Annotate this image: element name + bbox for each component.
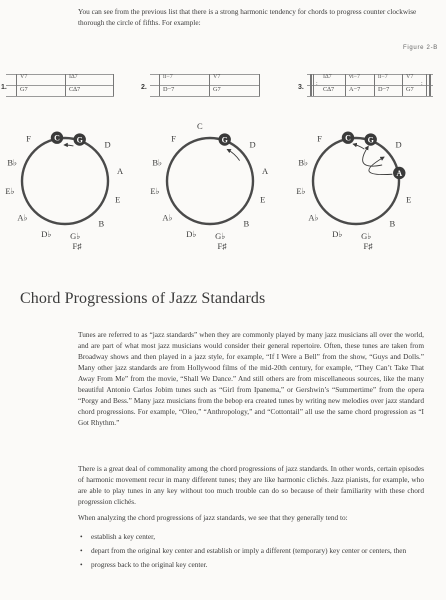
note-label: E♭ [5,186,15,197]
roman-numeral: ii−7 [378,74,388,80]
chord-staff-3 [298,74,433,96]
note-label: A [116,165,124,176]
circle-outline [167,135,253,224]
roman-numeral: V7 [213,74,221,80]
section-heading: Chord Progressions of Jazz Standards [20,290,266,307]
note-label: G [367,135,374,145]
note-label: F [317,133,322,144]
note-label: A [396,168,403,178]
chord-symbol: D−7 [163,86,175,93]
example-number: 3. [298,84,304,91]
chord-symbol: C∆7 [69,86,81,93]
note-label: E♭ [296,186,306,197]
note-label: D♭ [186,228,197,239]
note-label: D♭ [332,228,343,239]
note-label: G [76,135,83,145]
note-label: A♭ [308,212,319,223]
note-label: E♭ [150,186,160,197]
note-label: B♭ [7,157,18,168]
note-label-enharmonic: F♯ [72,240,82,251]
note-label: F [171,133,176,144]
note-label: F [26,133,31,144]
bullet-item: • progress back to the original key center. [78,559,424,570]
bullet-item: • establish a key center, [78,531,424,542]
progression-arrow [227,149,239,160]
bullet-item: • depart from the original key center and establish or imply a different (temporary) key center or centers, then [78,545,424,556]
note-label: C [345,133,351,143]
intro-paragraph: You can see from the previous list that there is a strong harmonic tendency for chords to progress counter clockwise thorough the circle of fifths. For example: [78,7,417,27]
note-label: C [54,133,60,143]
note-label: D [104,139,111,150]
note-label: D♭ [41,228,52,239]
note-label: B [243,218,250,229]
chord-symbol: G7 [20,86,28,93]
roman-numeral: vi−7 [349,74,361,80]
chord-symbol: G7 [213,86,221,93]
chord-symbol: G7 [406,86,414,93]
body-paragraph: When analyzing the chord progressions of jazz standards, we see that they generally tend to: [78,513,348,522]
chord-symbol: D−7 [378,86,390,93]
note-label: A [261,165,269,176]
circle-diagram-3 [296,132,411,251]
roman-numeral: I∆7 [323,74,332,80]
note-label: B [98,218,105,229]
note-label: G [221,135,228,145]
note-label: A♭ [162,212,173,223]
circle-diagram-2 [150,121,269,251]
body-paragraph: Tunes are referred to as “jazz standards” when they are commonly played by many jazz musicians all over the world, and are part of what most jazz musicians would consider their general repertoire. Often, these tunes are taken from Broadway shows and then played in a jazz style, for example, “If I Were a Bell” from the show, “Guys and Dolls.” Many other jazz standards are from Hollywood films of the mid-20th century, for example, “They Can’t Take That Away From Me” from the movie, “Shall We Dance.” And still others are from miscellaneous sources, like the many beautiful Antonio Carlos Jobim tunes such as “Girl from Ipanema,” or Gershwin’s “Summertime” from the opera “Porgy and Bess.” Many jazz musicians from the bebop era created tunes by writing new melodies over jazz standard chord progressions. For example, “Oleo,” “Anthropology,” and “Cottontail” all use the same chord progression as “I Got Rhythm.” [78,330,424,427]
example-number: 1. [1,84,7,91]
chord-symbol: C∆7 [323,86,335,93]
progression-arrow [64,145,73,146]
note-label: A♭ [17,212,28,223]
progression-arrow [353,144,364,149]
circle-diagram-1 [5,132,124,251]
chord-symbol: A−7 [349,86,361,93]
bullet-list [78,531,424,573]
repeat-dots: : [316,81,318,87]
roman-numeral: I∆7 [69,74,78,80]
note-label: E [260,194,266,205]
note-label: D [249,139,256,150]
note-label: G♭ [70,231,81,242]
note-label: B♭ [152,157,163,168]
note-label: B [389,218,396,229]
roman-numeral: V7 [406,74,414,80]
note-label-enharmonic: F♯ [217,240,227,251]
figure-label: Figure 2-B [402,45,438,51]
note-label: G♭ [361,231,372,242]
note-label: D [395,139,402,150]
note-label: E [115,194,121,205]
note-label: E [406,194,412,205]
circle-outline [22,135,108,224]
repeat-dots: : [421,81,423,87]
progression-arrow [363,146,383,166]
note-label: C [196,120,203,131]
note-label: G♭ [215,231,226,242]
body-paragraph: There is a great deal of commonality among the chord progressions of jazz standards. In other words, certain episodes of harmonic movement recur in many different tunes; they are like harmonic clichés. Jazz pianists, for example, who are able to play tunes in any key without too much trouble can do so because of their familiarity with these chord progression clichés. [78,464,424,506]
chord-staff-2 [141,74,260,96]
circle-of-fifths-diagrams [0,100,446,275]
circle-outline [313,135,399,224]
note-label: B♭ [298,157,309,168]
example-number: 2. [141,84,147,91]
note-label-enharmonic: F♯ [363,240,373,251]
chord-staff-1 [1,74,114,96]
roman-numeral: ii−7 [163,74,173,80]
roman-numeral: V7 [20,74,28,80]
